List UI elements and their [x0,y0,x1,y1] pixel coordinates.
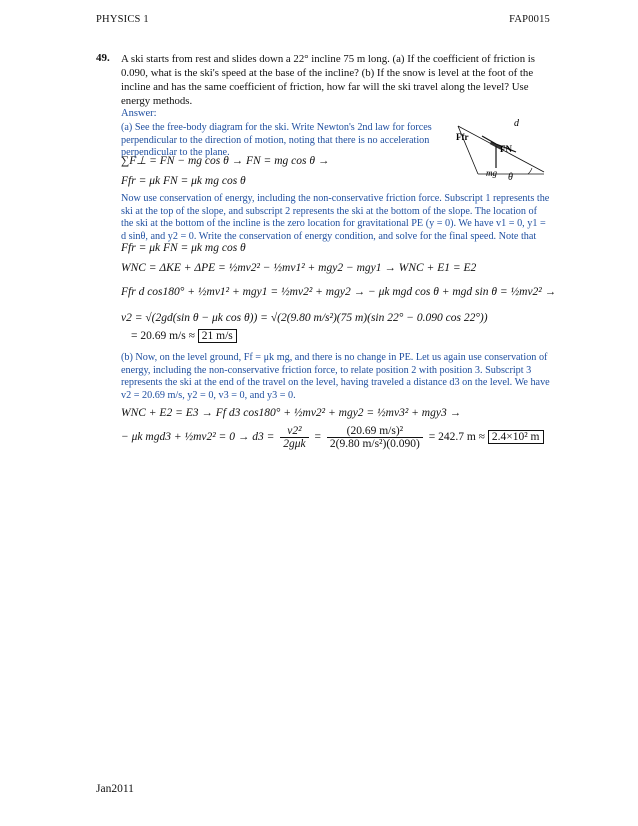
equation-friction-force: Ffr = μk FN = μk mg cos θ [121,175,246,187]
distance-fraction-numeric [327,425,423,450]
distance-lhs: − μk mgd3 + ½mv2² = 0 → d3 = [121,431,275,444]
distance-boxed: 2.4×10² m [488,430,544,444]
label-fn: FN [500,144,512,154]
result-speed [131,330,237,342]
equation-distance: − μk mgd3 + ½mv2² = 0 → d3 = $\frac{\text{v2²}}{\text{2gμk}}$ = $\frac{\text{(20.69 m/s)²}}{\text{2(9.80 m/s²)(0.090)}}$ = 242.7 m ≈ 2.4×10² m [121,425,544,450]
result-speed-value: = 20.69 m/s ≈ [131,330,195,342]
label-theta: θ [508,172,513,183]
distance-value: = 242.7 m ≈ [428,431,485,444]
part-a-energy-text: Now use conservation of energy, including the non-conservative friction force. Subscript 1 represents the ski at the top of the slope, and subscript 2 represents the ski at the bottom of the slope. The location of the ski at the bottom of the incline is the zero location for gravitational PE (y = 0). We have v1 = 0, y1 = d sinθ, and y2 = 0. Write the conservation of energy condition, and solve for the final speed. Note that [121,193,550,242]
fraction-numerator: (20.69 m/s)² [327,425,423,438]
equation-energy-conservation: Ffr d cos180° + ½mv1² + mgy1 = ½mv2² + mgy2 → − μk mgd cos θ + mgd sin θ = ½mv2² → [121,286,557,298]
course-header: PHYSICS 1 [96,14,149,25]
footer-date: Jan2011 [96,783,134,795]
fraction-denominator: 2gμk [283,438,306,450]
problem-statement: A ski starts from rest and slides down a 22° incline 75 m long. (a) If the coefficient of friction is 0.090, what is the ski's speed at the base of the incline? (b) If the snow is level at the foot of the incline and has the same coefficient of friction, how far will the ski travel along the level? Use energy methods. [121,53,536,107]
equation-work-energy: WNC = ΔKE + ΔPE = ½mv2² − ½mv1² + mgy2 − mgy1 → WNC + E1 = E2 [121,262,477,274]
equation-final-speed: v2 = √(2gd(sin θ − μk cos θ)) = √(2(9.80 m/s²)(75 m)(sin 22° − 0.090 cos 22°)) [121,312,488,324]
part-a-intro: (a) See the free-body diagram for the ski. Write Newton's 2nd law for forces perpendicular to the direction of motion, noting that there is no acceleration perpendicular to the plane. [121,122,432,158]
label-mg: mg [486,168,497,178]
problem-number: 49. [96,52,110,64]
angle-arc [528,168,532,174]
equation-part-b-energy: WNC + E2 = E3 → Ff d3 cos180° + ½mv2² + mgy2 = ½mv3² + mgy3 → [121,407,462,419]
label-ffr: Ffr [456,132,469,142]
course-code: FAP0015 [509,14,550,25]
fraction-numerator: v2² [280,425,308,438]
answer-label: Answer: [121,108,157,119]
fraction-denominator: 2(9.80 m/s²)(0.090) [329,438,420,450]
result-speed-boxed: 21 m/s [198,329,237,343]
part-b-text: (b) Now, on the level ground, Ff = μk mg, and there is no change in PE. Let us again use conservation of energy, including the non-conservative friction force, to relate position 2 with position 3. Subscript 3 represents the ski at the end of the travel on the level, having traveled a distance d3 on the level. We have v2 = 20.69 m/s, y2 = 0, v3 = 0, and y3 = 0. [121,352,550,401]
equation-normal-force: ∑F⊥ = FN − mg cos θ → FN = mg cos θ → [121,155,330,167]
label-d: d [514,118,519,129]
equation-friction-repeat: Ffr = μk FN = μk mg cos θ [121,242,246,254]
distance-fraction-symbolic [280,425,308,450]
free-body-diagram [448,116,548,188]
